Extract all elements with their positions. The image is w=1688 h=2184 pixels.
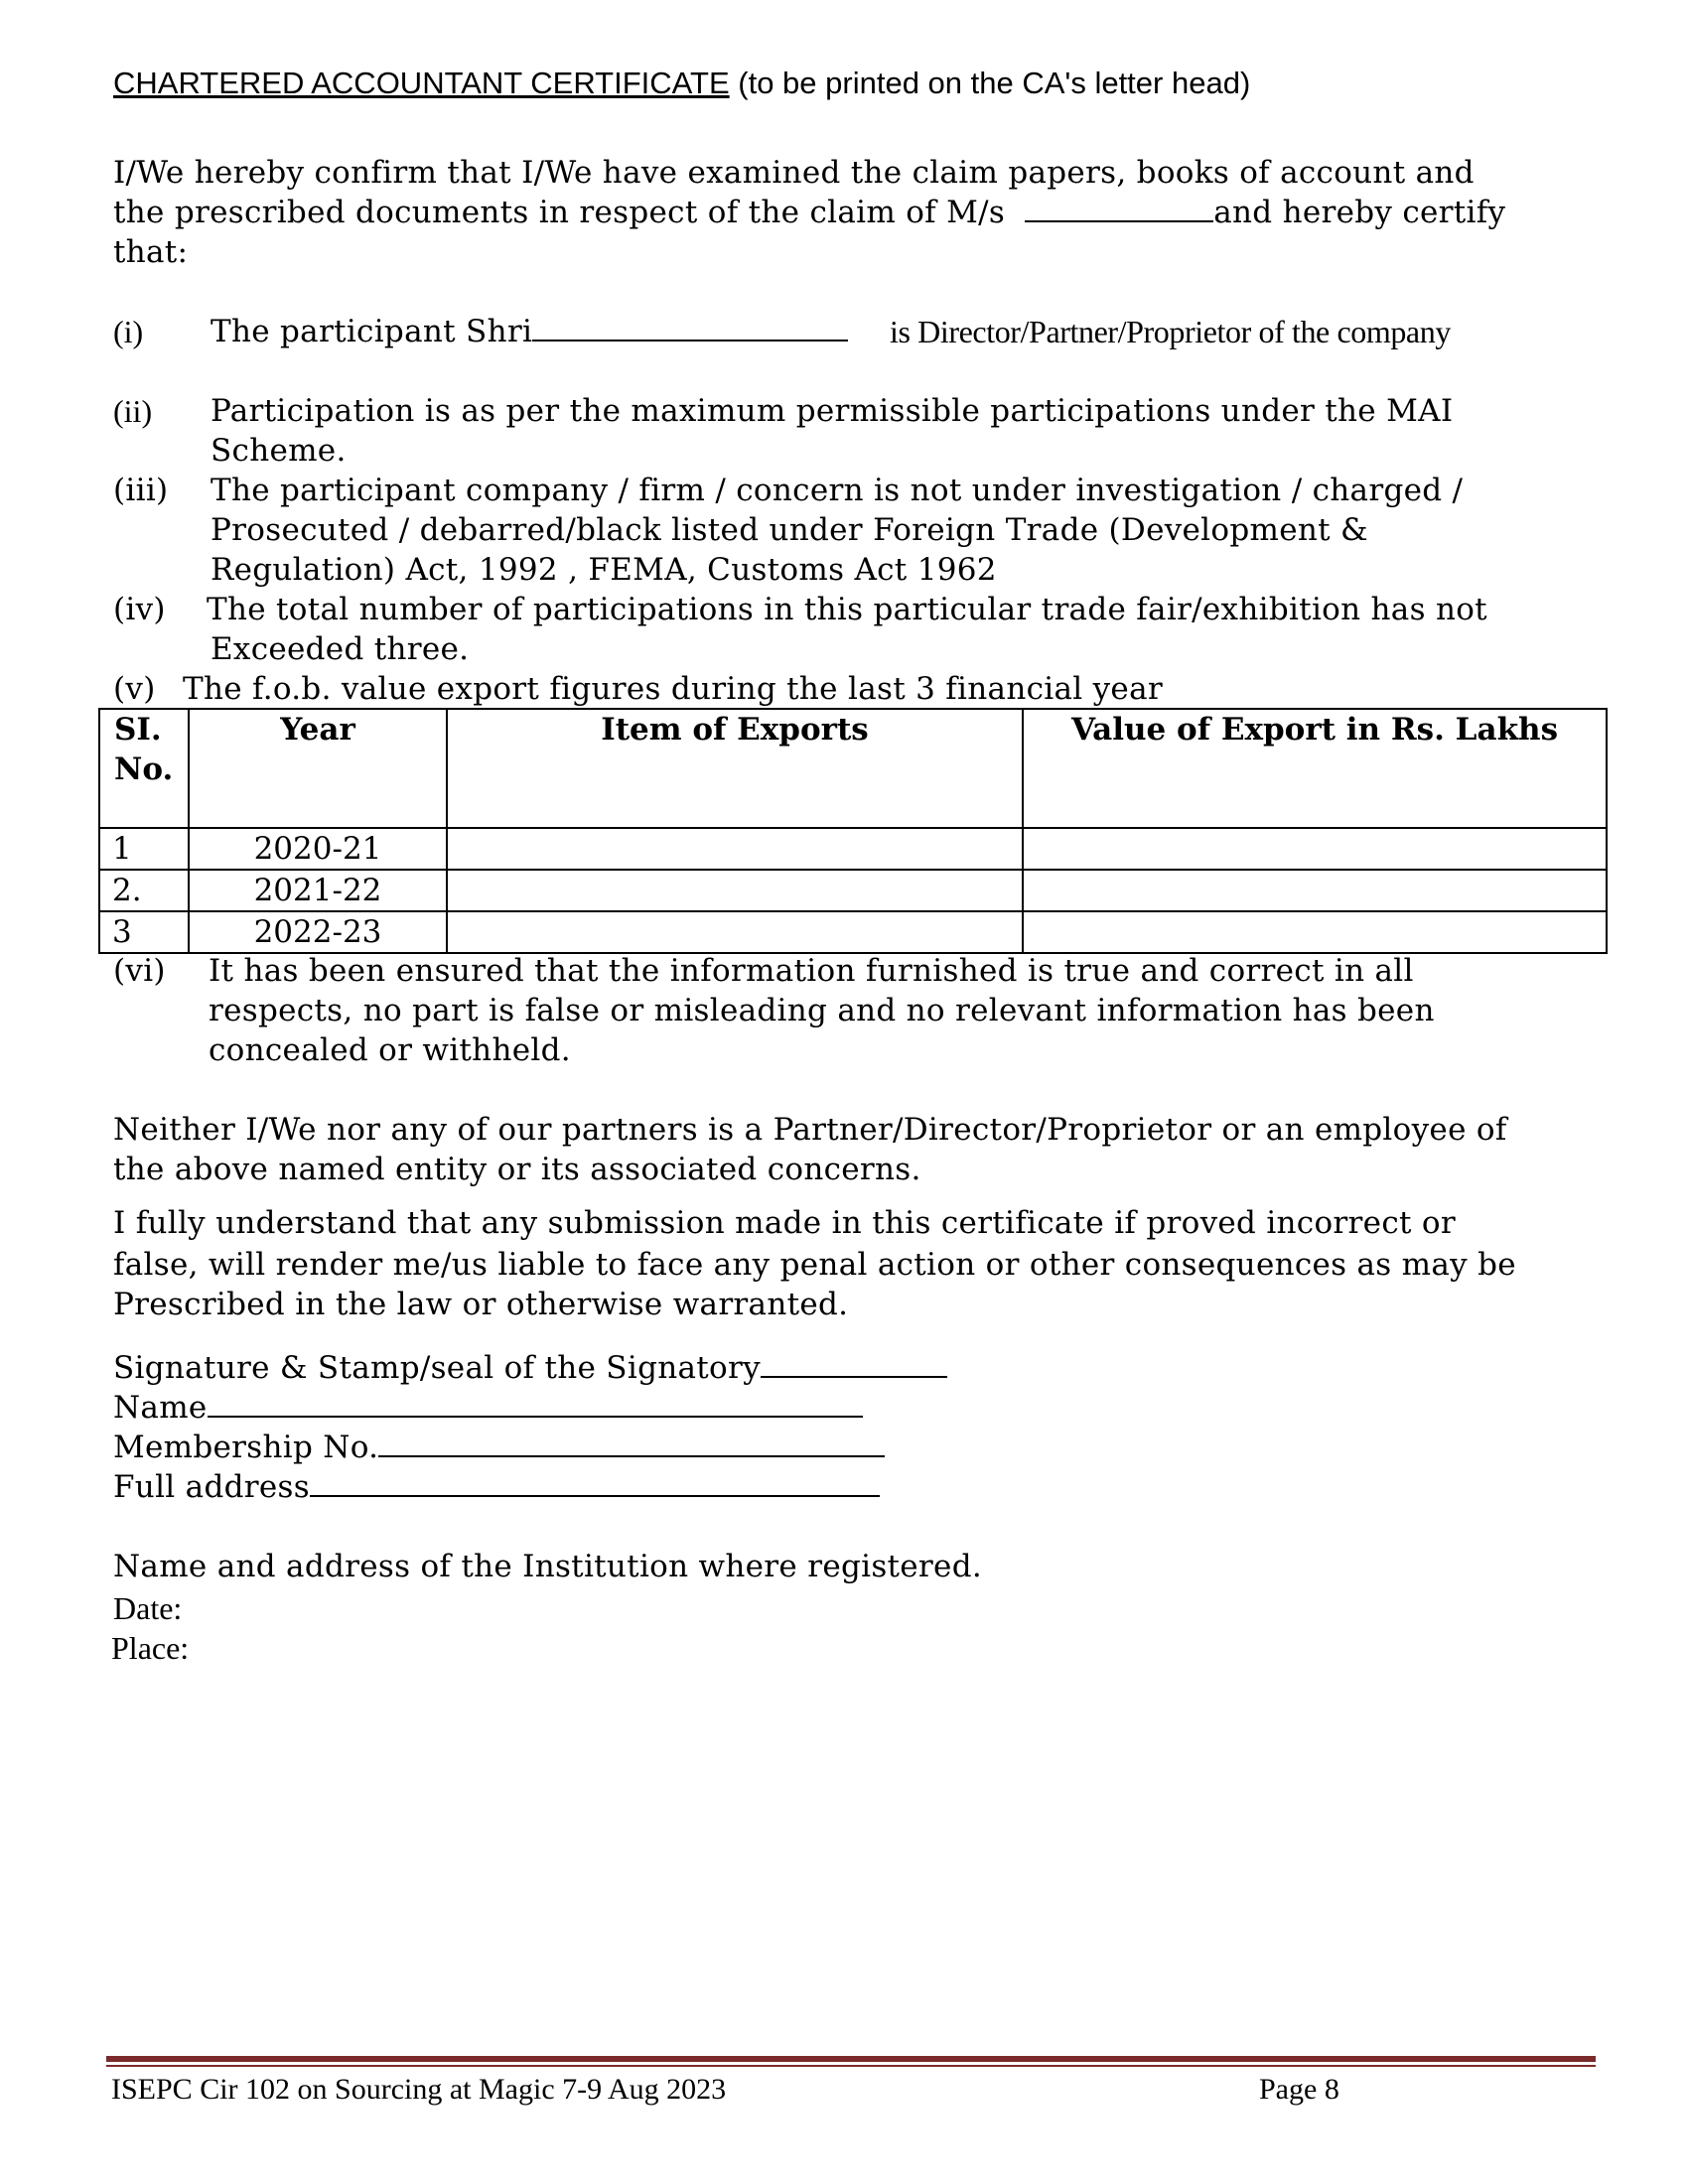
item-i-text-a: The participant Shri — [211, 314, 533, 349]
declaration-p2-line-3: Prescribed in the law or otherwise warranted. — [113, 1287, 849, 1322]
item-vi-line-3: concealed or withheld. — [209, 1032, 571, 1068]
header-value-of-export: Value of Export in Rs. Lakhs — [1023, 709, 1607, 828]
export-figures-table — [98, 708, 1608, 954]
name-label: Name — [113, 1390, 208, 1426]
row-year: 2020-21 — [189, 828, 447, 870]
certificate-heading — [113, 66, 1250, 101]
intro-line-2a: the prescribed documents in respect of the claim of M/s — [113, 195, 1006, 230]
footer-rule-thick — [106, 2056, 1596, 2062]
membership-blank[interactable] — [378, 1432, 885, 1457]
item-iii-number: (iii) — [113, 473, 169, 508]
row-year: 2022-23 — [189, 911, 447, 953]
table-header-row — [99, 709, 1607, 828]
item-iii-line-2: Prosecuted / debarred/black listed under Foreign Trade (Development & — [211, 512, 1368, 548]
item-vi-number: (vi) — [113, 953, 166, 989]
item-ii-line-1: Participation is as per the maximum permissible participations under the MAI — [211, 393, 1454, 429]
signature-blank[interactable] — [761, 1352, 947, 1378]
row-value-cell[interactable] — [1023, 828, 1607, 870]
item-iii-line-3: Regulation) Act, 1992 , FEMA, Customs Act 1962 — [211, 552, 997, 588]
institution-line: Name and address of the Institution where registered. — [113, 1549, 982, 1584]
footer-rule-thin — [106, 2065, 1596, 2067]
table-row — [99, 828, 1607, 870]
name-blank[interactable] — [208, 1392, 863, 1418]
declaration-p1-line-2: the above named entity or its associated concerns. — [113, 1152, 921, 1187]
address-blank[interactable] — [310, 1471, 880, 1497]
item-iii-line-1: The participant company / firm / concern is not under investigation / charged / — [211, 473, 1464, 508]
letterhead-note: (to be printed on the CA's letter head) — [738, 66, 1251, 100]
row-item-cell[interactable] — [447, 911, 1023, 953]
item-vi-line-1: It has been ensured that the information furnished is true and correct in all — [209, 953, 1414, 989]
declaration-p2-line-1: I fully understand that any submission made in this certificate if proved incorrect or — [113, 1205, 1456, 1241]
intro-line-1: I/We hereby confirm that I/We have examined the claim papers, books of account and — [113, 155, 1475, 191]
row-item-cell[interactable] — [447, 828, 1023, 870]
row-value-cell[interactable] — [1023, 911, 1607, 953]
firm-name-blank[interactable] — [1025, 197, 1213, 222]
table-row — [99, 911, 1607, 953]
item-v-text: The f.o.b. value export figures during the last 3 financial year — [183, 671, 1163, 707]
row-sl: 1 — [99, 828, 189, 870]
row-sl: 3 — [99, 911, 189, 953]
table-row — [99, 870, 1607, 911]
name-line — [113, 1390, 863, 1426]
signature-line — [113, 1350, 947, 1386]
place-label: Place: — [111, 1630, 190, 1666]
participant-name-blank[interactable] — [532, 316, 848, 341]
address-line — [113, 1469, 880, 1505]
address-label: Full address — [113, 1469, 310, 1505]
item-iv-number: (iv) — [113, 592, 166, 627]
membership-line — [113, 1430, 885, 1465]
item-iv-line-1: The total number of participations in this particular trade fair/exhibition has not — [207, 592, 1487, 627]
signature-label: Signature & Stamp/seal of the Signatory — [113, 1350, 761, 1386]
membership-label: Membership No. — [113, 1430, 379, 1465]
certificate-title: CHARTERED ACCOUNTANT CERTIFICATE — [113, 66, 730, 100]
header-item-of-exports: Item of Exports — [447, 709, 1023, 828]
item-i-number: (i) — [113, 314, 144, 349]
intro-line-2 — [113, 195, 1505, 230]
item-ii-line-2: Scheme. — [211, 433, 347, 469]
item-i-text — [211, 314, 848, 349]
row-value-cell[interactable] — [1023, 870, 1607, 911]
declaration-p2-line-2: false, will render me/us liable to face any penal action or other consequences as may be — [113, 1247, 1516, 1283]
intro-line-2b: and hereby certify — [1213, 195, 1506, 230]
declaration-p1-line-1: Neither I/We nor any of our partners is a Partner/Director/Proprietor or an employee of — [113, 1112, 1507, 1148]
row-sl: 2. — [99, 870, 189, 911]
item-v-number: (v) — [113, 671, 156, 707]
item-ii-number: (ii) — [113, 393, 153, 429]
row-year: 2021-22 — [189, 870, 447, 911]
header-year: Year — [189, 709, 447, 828]
row-item-cell[interactable] — [447, 870, 1023, 911]
header-sl-no: SI. No. — [99, 709, 189, 828]
item-vi-line-2: respects, no part is false or misleading and no relevant information has been — [209, 993, 1435, 1028]
date-label: Date: — [113, 1590, 183, 1626]
item-iv-line-2: Exceeded three. — [211, 631, 470, 667]
footer-page-number: Page 8 — [1259, 2073, 1339, 2106]
intro-line-3: that: — [113, 234, 189, 270]
item-i-text-b: is Director/Partner/Proprietor of the company — [890, 314, 1451, 349]
footer-circular-ref: ISEPC Cir 102 on Sourcing at Magic 7-9 Aug 2023 — [111, 2073, 727, 2106]
